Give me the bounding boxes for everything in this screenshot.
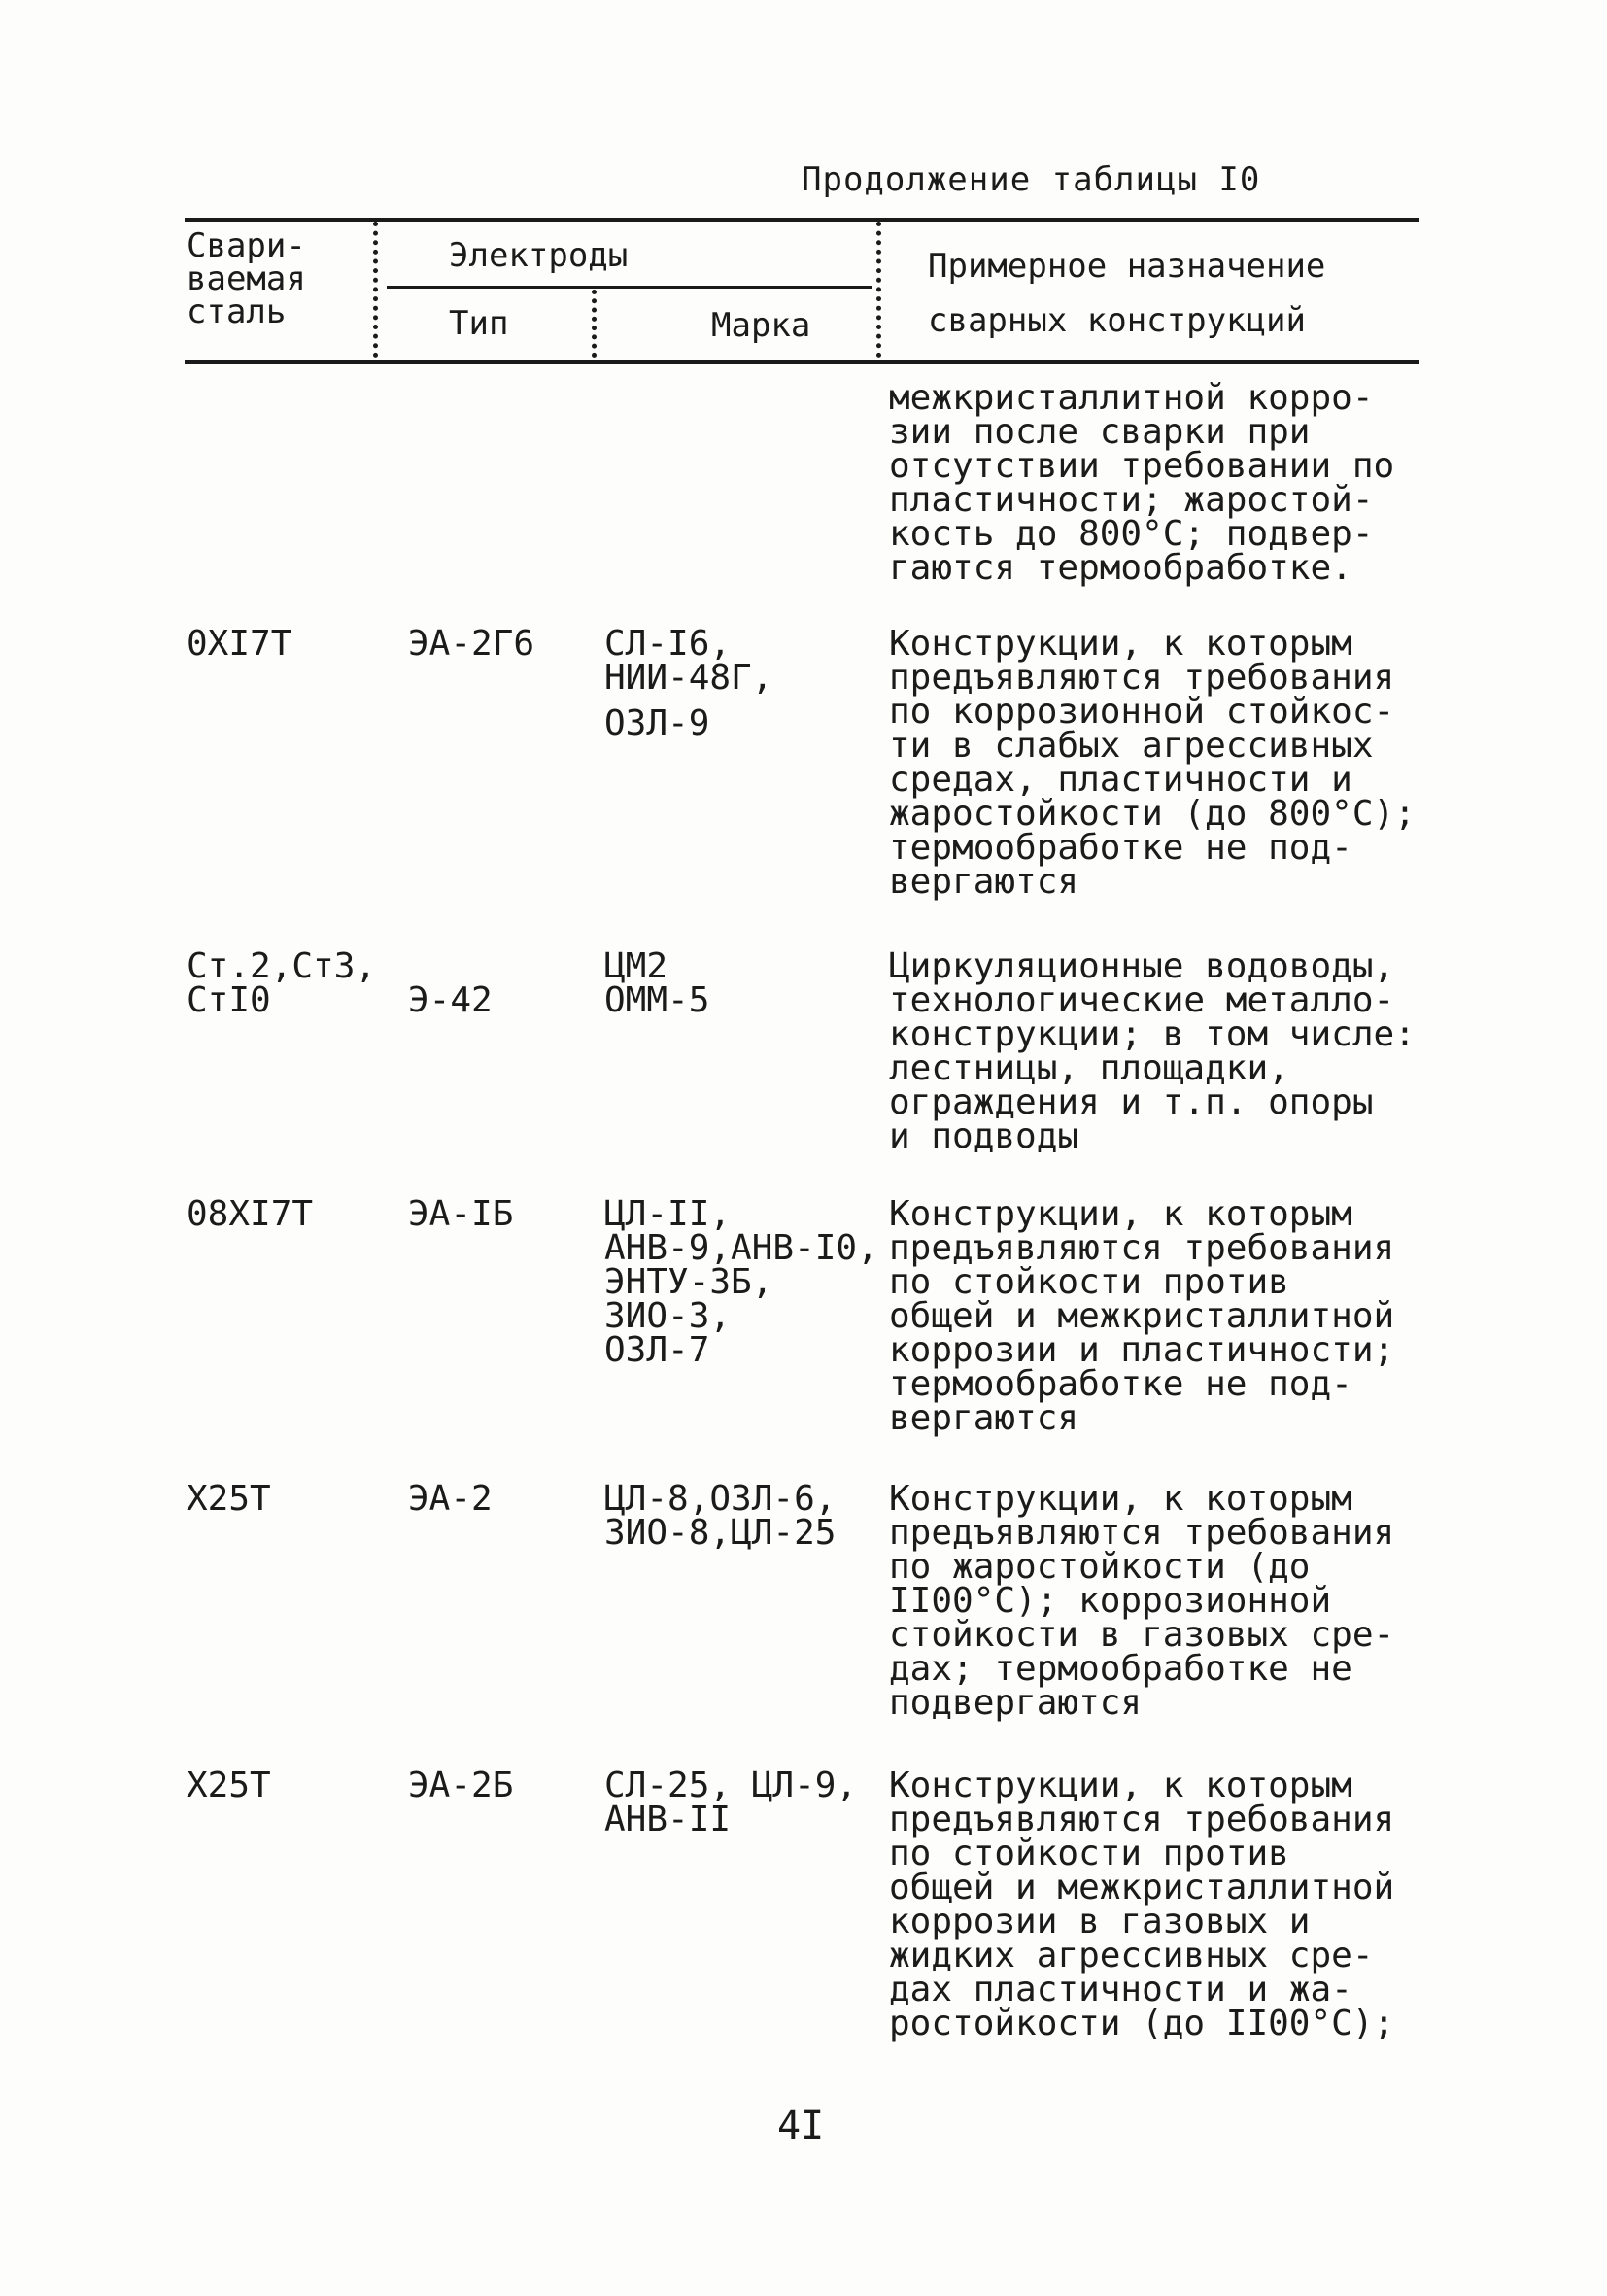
purpose-line: по стойкости против <box>889 1833 1289 1873</box>
header-steel <box>187 226 306 331</box>
table-caption: Продолжение таблицы I0 <box>802 160 1261 199</box>
header-separator-1 <box>373 222 378 358</box>
purpose-line: ростойкости (до II00°С); <box>889 2004 1395 2043</box>
purpose-line: Циркуляционные водоводы, <box>889 946 1395 986</box>
purpose-line: коррозии в газовых и <box>889 1902 1311 1941</box>
purpose-line: жидких агрессивных сре- <box>889 1936 1374 1975</box>
brand-line: ЦМ2 <box>604 946 668 986</box>
header-separator-3 <box>876 222 881 358</box>
purpose-line: гаются термообработке. <box>889 548 1352 588</box>
header-top-rule <box>185 218 1419 222</box>
purpose-line: предъявляются требования <box>889 1513 1395 1553</box>
brand-line: ЗИО-8,ЦЛ-25 <box>604 1513 837 1553</box>
table-row-2-type: Э-42 <box>408 980 493 1020</box>
table-row-2-purpose <box>889 946 1416 1156</box>
steel-line: СтI0 <box>187 980 271 1020</box>
purpose-line: подвергаются <box>889 1683 1143 1723</box>
purpose-line: кость до 800°С; подвер- <box>889 514 1374 554</box>
purpose-line: отсутствии требовании по <box>889 446 1395 486</box>
header-purpose-line: сварных конструкций <box>928 301 1306 340</box>
table-row-1-steel <box>187 624 292 664</box>
header-separator-2 <box>592 290 597 358</box>
table-row-5-brand <box>604 1765 858 1839</box>
table-row-3-purpose <box>889 1194 1395 1438</box>
purpose-line: предъявляются требования <box>889 658 1395 698</box>
purpose-line: дах пластичности и жа- <box>889 1970 1352 2009</box>
purpose-line: технологические металло- <box>889 980 1395 1020</box>
brand-line: ЭНТУ-3Б, <box>604 1262 773 1302</box>
purpose-line: Конструкции, к которым <box>889 1765 1352 1805</box>
brand-line: НИИ-48Г, <box>604 658 773 698</box>
table-row-3-steel <box>187 1194 314 1234</box>
brand-line: СЛ-25, ЦЛ-9, <box>604 1765 858 1805</box>
table-row-3-type: ЭА-IБ <box>408 1194 514 1234</box>
steel-line: X25Т <box>187 1479 271 1519</box>
table-row-5-type: ЭА-2Б <box>408 1765 514 1805</box>
purpose-line: средах, пластичности и <box>889 760 1352 800</box>
purpose-line: дах; термообработке не <box>889 1649 1352 1689</box>
header-type: Тип <box>449 304 509 343</box>
header-bottom-rule <box>185 360 1419 364</box>
header-steel-line: Свари- <box>187 226 306 265</box>
table-row-5-steel <box>187 1765 271 1805</box>
purpose-line: вергаются <box>889 862 1079 902</box>
brand-line: АНВ-II <box>604 1799 732 1839</box>
brand-line: СЛ-I6, <box>604 624 732 664</box>
table-row-1-purpose <box>889 624 1416 902</box>
header-purpose <box>928 239 1325 348</box>
purpose-line: вергаются <box>889 1398 1079 1438</box>
header-steel-line: ваемая <box>187 259 306 298</box>
header-brand: Марка <box>711 306 811 345</box>
header-steel-line: сталь <box>187 292 287 331</box>
table-row-5-purpose <box>889 1765 1395 2043</box>
purpose-line: коррозии и пластичности; <box>889 1330 1395 1370</box>
purpose-line: жаростойкости (до 800°С); <box>889 794 1416 834</box>
brand-line: ЦЛ-8,ОЗЛ-6, <box>604 1479 837 1519</box>
steel-line: 08XI7Т <box>187 1194 314 1234</box>
table-row-4-steel <box>187 1479 271 1519</box>
purpose-line: Конструкции, к которым <box>889 624 1352 664</box>
purpose-line: ограждения и т.п. опоры <box>889 1082 1374 1122</box>
header-purpose-line: Примерное назначение <box>928 247 1326 286</box>
purpose-line: термообработке не под- <box>889 828 1352 868</box>
purpose-line: Конструкции, к которым <box>889 1479 1352 1519</box>
table-row-3-brand <box>604 1194 878 1370</box>
table-row-1-type: ЭА-2Г6 <box>408 624 535 664</box>
page-number: 4I <box>777 2104 825 2148</box>
brand-line: ОЗЛ-7 <box>604 1330 710 1370</box>
purpose-line: общей и межкристаллитной <box>889 1296 1395 1336</box>
table-row-4-brand <box>604 1479 837 1553</box>
steel-line: Ст.2,Ст3, <box>187 946 377 986</box>
purpose-line: пластичности; жаростой- <box>889 480 1374 520</box>
purpose-line: ти в слабых агрессивных <box>889 726 1374 766</box>
purpose-line: по коррозионной стойкос- <box>889 692 1395 732</box>
steel-line: 0XI7Т <box>187 624 292 664</box>
purpose-line: лестницы, площадки, <box>889 1048 1289 1088</box>
purpose-line: межкристаллитной корро- <box>889 378 1374 418</box>
purpose-line: термообработке не под- <box>889 1364 1352 1404</box>
brand-line: ЦЛ-II, <box>604 1194 732 1234</box>
table-row-4-type: ЭА-2 <box>408 1479 493 1519</box>
purpose-line: предъявляются требования <box>889 1228 1395 1268</box>
brand-line: ЗИО-3, <box>604 1296 732 1336</box>
steel-line: X25Т <box>187 1765 271 1805</box>
purpose-line: Конструкции, к которым <box>889 1194 1352 1234</box>
header-electrodes: Электроды <box>449 236 629 275</box>
table-row-2-brand <box>604 946 710 1020</box>
table-row-4-purpose <box>889 1479 1395 1723</box>
purpose-line: предъявляются требования <box>889 1799 1395 1839</box>
purpose-line: зии после сварки при <box>889 412 1311 452</box>
table-row-2-steel <box>187 946 377 1020</box>
purpose-line: по жаростойкости (до <box>889 1547 1311 1587</box>
purpose-line: и подводы <box>889 1116 1079 1156</box>
table-row-1-brand <box>604 624 773 743</box>
brand-line: АНВ-9,АНВ-I0, <box>604 1228 878 1268</box>
table-row-0-purpose <box>889 378 1395 588</box>
brand-line: ОЗЛ-9 <box>604 703 710 743</box>
purpose-line: по стойкости против <box>889 1262 1289 1302</box>
purpose-line: стойкости в газовых сре- <box>889 1615 1395 1655</box>
brand-line: ОММ-5 <box>604 980 710 1020</box>
electrodes-subrule <box>387 286 872 289</box>
purpose-line: II00°С); коррозионной <box>889 1581 1332 1621</box>
purpose-line: конструкции; в том числе: <box>889 1014 1416 1054</box>
purpose-line: общей и межкристаллитной <box>889 1868 1395 1907</box>
